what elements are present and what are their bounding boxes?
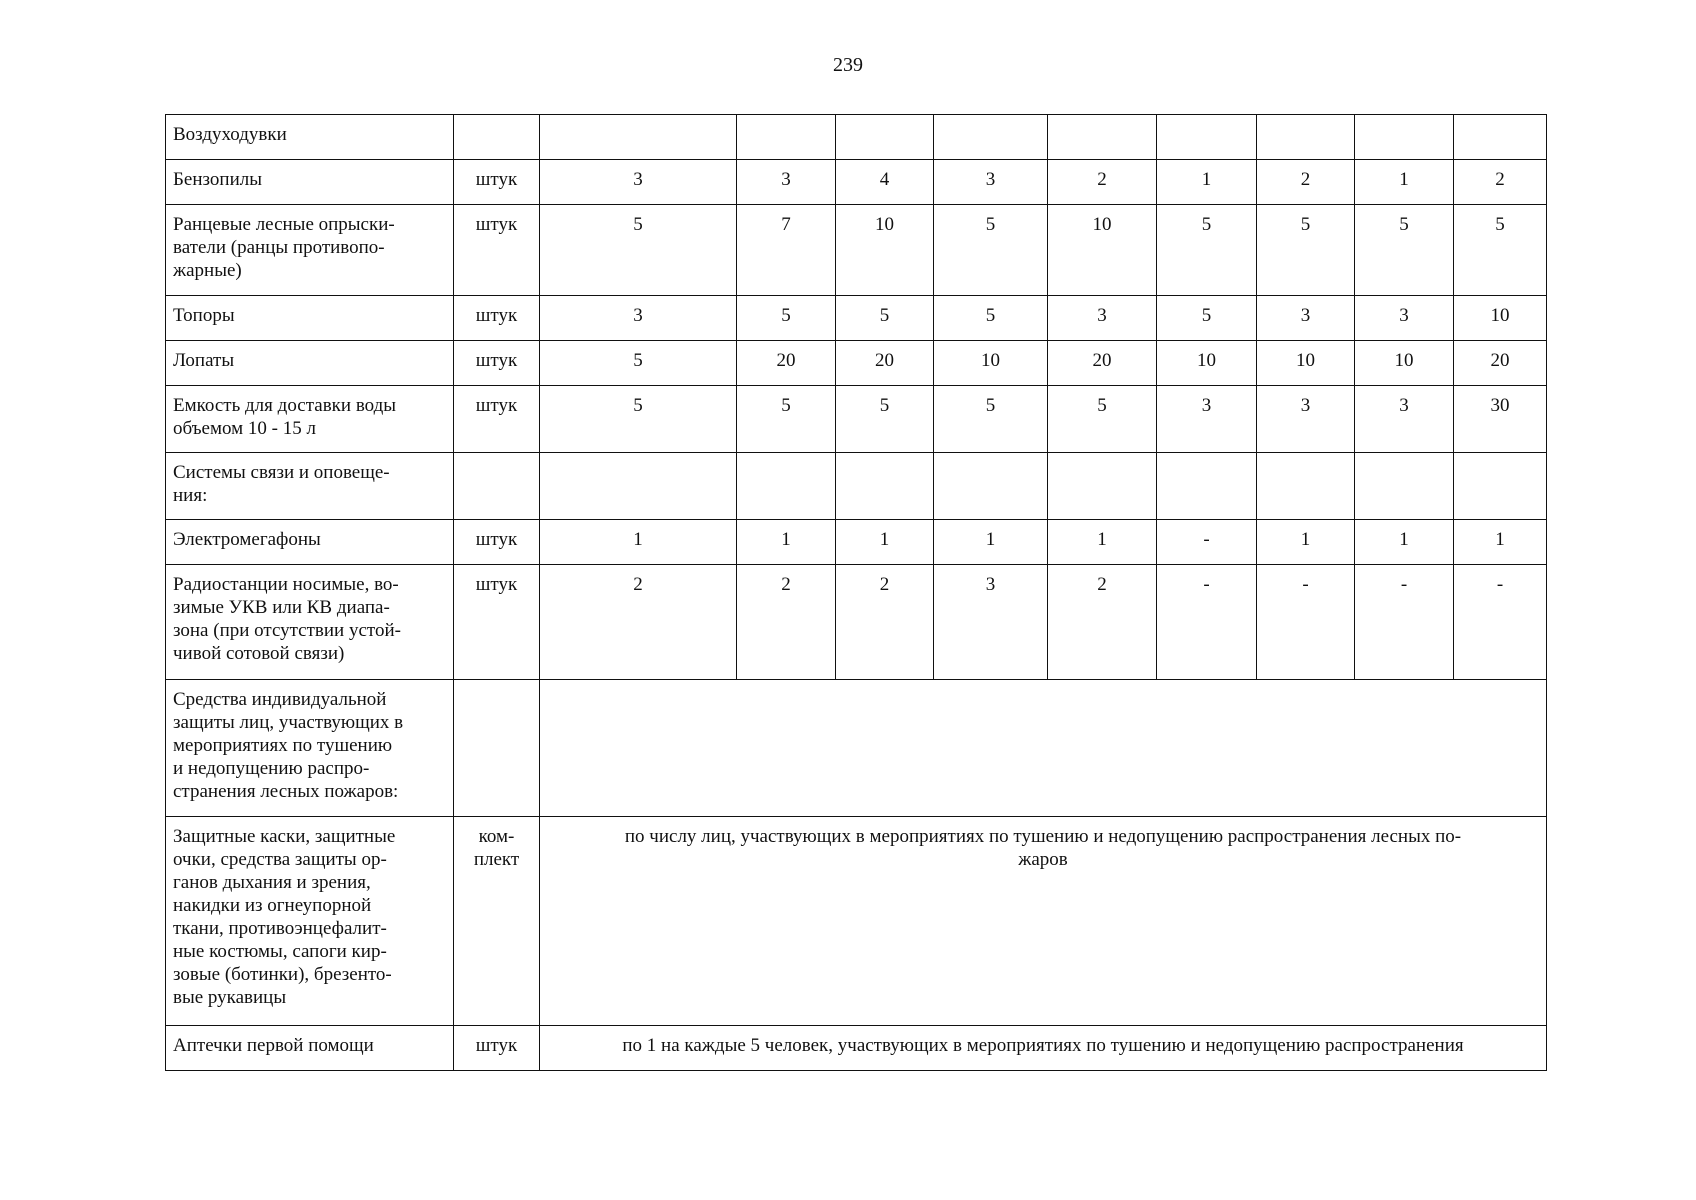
quantity-cell: 2 <box>737 565 836 680</box>
quantity-cell: 20 <box>737 341 836 386</box>
quantity-cell: 2 <box>540 565 737 680</box>
quantity-cell: 3 <box>1355 296 1454 341</box>
unit-cell: ком- плект <box>454 817 540 1026</box>
unit-cell: штук <box>454 386 540 453</box>
quantity-cell: - <box>1454 565 1547 680</box>
unit-cell: штук <box>454 341 540 386</box>
quantity-cell <box>540 453 737 520</box>
quantity-cell: 2 <box>1048 565 1157 680</box>
quantity-cell: 1 <box>540 520 737 565</box>
quantity-cell: 5 <box>1157 205 1257 296</box>
quantity-cell: 3 <box>1257 296 1355 341</box>
quantity-cell: 4 <box>836 160 934 205</box>
table-row <box>166 817 1547 1026</box>
item-name-cell: Топоры <box>166 296 454 341</box>
unit-cell <box>454 680 540 817</box>
unit-cell: штук <box>454 205 540 296</box>
quantity-cell: 5 <box>1257 205 1355 296</box>
equipment-table <box>165 114 1547 1071</box>
quantity-cell: 10 <box>1157 341 1257 386</box>
quantity-cell <box>836 115 934 160</box>
quantity-cell: 3 <box>934 160 1048 205</box>
quantity-cell: 5 <box>934 296 1048 341</box>
table-row <box>166 115 1547 160</box>
unit-cell: штук <box>454 565 540 680</box>
quantity-cell: 10 <box>1355 341 1454 386</box>
quantity-cell: 5 <box>934 386 1048 453</box>
unit-cell: штук <box>454 160 540 205</box>
quantity-cell: - <box>1157 565 1257 680</box>
quantity-cell: 3 <box>737 160 836 205</box>
quantity-cell: 20 <box>1048 341 1157 386</box>
unit-cell: штук <box>454 296 540 341</box>
quantity-cell <box>1257 115 1355 160</box>
quantity-cell: 2 <box>836 565 934 680</box>
quantity-cell: 2 <box>1454 160 1547 205</box>
quantity-cell: 1 <box>1157 160 1257 205</box>
quantity-cell <box>1355 115 1454 160</box>
quantity-cell <box>737 115 836 160</box>
quantity-cell <box>1157 453 1257 520</box>
quantity-cell: 10 <box>1048 205 1157 296</box>
quantity-cell: 1 <box>1257 520 1355 565</box>
quantity-cell: 3 <box>1157 386 1257 453</box>
quantity-cell: 3 <box>1257 386 1355 453</box>
quantity-cell <box>934 115 1048 160</box>
quantity-cell: 10 <box>836 205 934 296</box>
merged-note-cell: по 1 на каждые 5 человек, участвующих в мероприятиях по тушению и недопущению распространения <box>540 1026 1547 1071</box>
quantity-cell: 3 <box>1048 296 1157 341</box>
quantity-cell <box>934 453 1048 520</box>
merged-note-cell: по числу лиц, участвующих в мероприятиях по тушению и недопущению распространения лесных по- жаров <box>540 817 1547 1026</box>
quantity-cell: 3 <box>934 565 1048 680</box>
quantity-cell <box>1257 453 1355 520</box>
item-name-cell: Радиостанции носимые, во- зимые УКВ или КВ диапа- зона (при отсутствии устой- чивой сотовой связи) <box>166 565 454 680</box>
quantity-cell: 5 <box>737 296 836 341</box>
table-row <box>166 386 1547 453</box>
quantity-cell: 1 <box>1355 520 1454 565</box>
quantity-cell: 3 <box>540 296 737 341</box>
quantity-cell: 5 <box>540 386 737 453</box>
unit-cell: штук <box>454 520 540 565</box>
quantity-cell: 5 <box>1454 205 1547 296</box>
quantity-cell <box>1048 115 1157 160</box>
table-row <box>166 680 1547 817</box>
quantity-cell: 1 <box>1355 160 1454 205</box>
quantity-cell: 20 <box>836 341 934 386</box>
table-row <box>166 160 1547 205</box>
quantity-cell <box>1048 453 1157 520</box>
item-name-cell: Воздуходувки <box>166 115 454 160</box>
page-number: 239 <box>833 54 863 76</box>
item-name-cell: Аптечки первой помощи <box>166 1026 454 1071</box>
quantity-cell: 20 <box>1454 341 1547 386</box>
quantity-cell: 10 <box>1454 296 1547 341</box>
quantity-cell: 5 <box>1157 296 1257 341</box>
quantity-cell: 1 <box>1454 520 1547 565</box>
quantity-cell <box>1157 115 1257 160</box>
quantity-cell <box>737 453 836 520</box>
table-row <box>166 296 1547 341</box>
quantity-cell: 1 <box>737 520 836 565</box>
quantity-cell <box>1355 453 1454 520</box>
quantity-cell <box>1454 453 1547 520</box>
unit-cell <box>454 453 540 520</box>
quantity-cell: 1 <box>934 520 1048 565</box>
table-row <box>166 1026 1547 1071</box>
quantity-cell: 2 <box>1257 160 1355 205</box>
table-row <box>166 565 1547 680</box>
item-name-cell: Ранцевые лесные опрыски- ватели (ранцы противопо- жарные) <box>166 205 454 296</box>
quantity-cell: 1 <box>836 520 934 565</box>
item-name-cell: Защитные каски, защитные очки, средства защиты ор- ганов дыхания и зрения, накидки из огнеупорной ткани, противоэнцефалит- ные костюмы, сапоги кир- зовые (ботинки), брезенто- вые рукавицы <box>166 817 454 1026</box>
unit-cell <box>454 115 540 160</box>
quantity-cell: 5 <box>1355 205 1454 296</box>
item-name-cell: Системы связи и оповеще- ния: <box>166 453 454 520</box>
merged-note-cell <box>540 680 1547 817</box>
table-row <box>166 205 1547 296</box>
table-row <box>166 341 1547 386</box>
section-header-cell: Средства индивидуальной защиты лиц, участвующих в мероприятиях по тушению и недопущению распро- странения лесных пожаров: <box>166 680 454 817</box>
quantity-cell: 10 <box>1257 341 1355 386</box>
quantity-cell: 5 <box>540 205 737 296</box>
quantity-cell <box>540 115 737 160</box>
quantity-cell: 30 <box>1454 386 1547 453</box>
table-row <box>166 453 1547 520</box>
quantity-cell: 2 <box>1048 160 1157 205</box>
quantity-cell: 5 <box>1048 386 1157 453</box>
item-name-cell: Электромегафоны <box>166 520 454 565</box>
quantity-cell: 5 <box>836 386 934 453</box>
quantity-cell: - <box>1355 565 1454 680</box>
quantity-cell: 3 <box>540 160 737 205</box>
quantity-cell: 10 <box>934 341 1048 386</box>
quantity-cell <box>836 453 934 520</box>
quantity-cell: - <box>1257 565 1355 680</box>
item-name-cell: Емкость для доставки воды объемом 10 - 15 л <box>166 386 454 453</box>
table-row <box>166 520 1547 565</box>
quantity-cell <box>1454 115 1547 160</box>
unit-cell: штук <box>454 1026 540 1071</box>
quantity-cell: 5 <box>934 205 1048 296</box>
item-name-cell: Лопаты <box>166 341 454 386</box>
quantity-cell: 5 <box>737 386 836 453</box>
quantity-cell: - <box>1157 520 1257 565</box>
item-name-cell: Бензопилы <box>166 160 454 205</box>
quantity-cell: 5 <box>836 296 934 341</box>
quantity-cell: 3 <box>1355 386 1454 453</box>
quantity-cell: 7 <box>737 205 836 296</box>
table-body <box>166 115 1547 1071</box>
quantity-cell: 5 <box>540 341 737 386</box>
quantity-cell: 1 <box>1048 520 1157 565</box>
